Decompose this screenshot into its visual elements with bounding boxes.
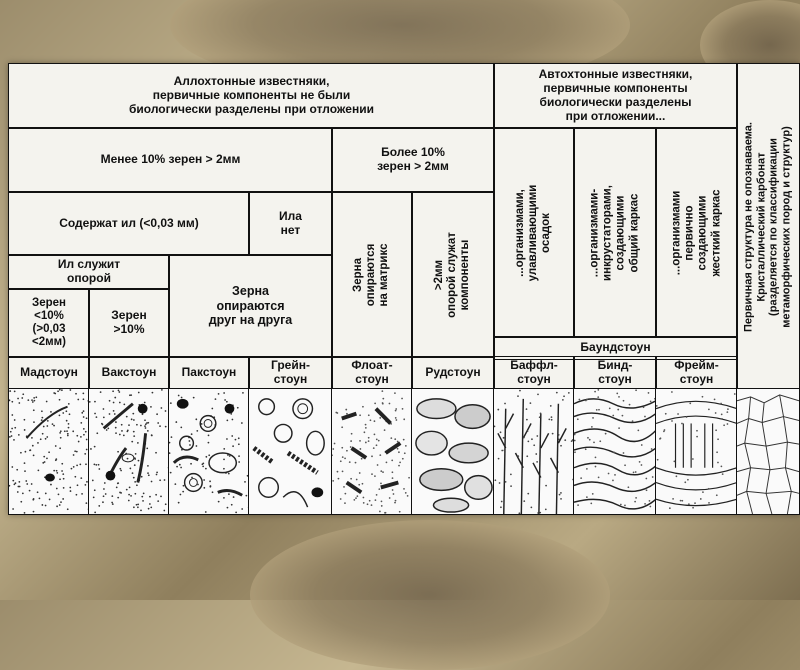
- matrix-supported-text: Зерна опираются на матрикс: [352, 243, 391, 307]
- name-framestone: Фрейм- стоун: [655, 356, 738, 390]
- name-mudstone: Мадстоун: [8, 356, 90, 390]
- texture-bindstone: [573, 388, 657, 515]
- mud-supported-cell: Ил служит опорой: [8, 254, 170, 290]
- matrix-supported-cell: [331, 191, 413, 358]
- texture-crystalline: [736, 388, 800, 515]
- bind-criterion: [573, 127, 657, 338]
- autochthonous-header: Автохтонные известняки, первичные компоненты биологически разделены при отложении...: [493, 63, 738, 129]
- texture-grainstone: [248, 388, 333, 515]
- texture-packstone: [168, 388, 250, 515]
- classification-table: [8, 63, 800, 515]
- grain-supported-cell: Зерна опираются друг на друга: [168, 254, 333, 358]
- texture-floatstone: [331, 388, 413, 515]
- background-tube-bottom: [250, 520, 610, 670]
- texture-mudstone: [8, 388, 90, 515]
- name-grainstone: Грейн- стоун: [248, 356, 333, 390]
- less10-cell: Менее 10% зерен > 2мм: [8, 127, 333, 193]
- texture-rudstone: [411, 388, 495, 515]
- frame-criterion-text: ...организмами первично создающими жесткий каркас: [670, 188, 722, 277]
- baffle-criterion-text: ...организмами, улавливающими осадок: [514, 184, 553, 281]
- name-bindstone: Бинд- стоун: [573, 356, 657, 390]
- name-floatstone: Флоат- стоун: [331, 356, 413, 390]
- grains-lt10-cell: Зерен <10% (>0,03 <2мм): [8, 288, 90, 358]
- baffle-criterion: [493, 127, 575, 338]
- name-rudstone: Рудстоун: [411, 356, 495, 390]
- crystalline-header: [736, 63, 800, 390]
- name-bafflestone: Баффл- стоун: [493, 356, 575, 390]
- boundstone-cell: Баундстоун: [493, 336, 738, 360]
- texture-framestone: [655, 388, 738, 515]
- name-wackestone: Вакстоун: [88, 356, 170, 390]
- grains-gt10-cell: Зерен >10%: [88, 288, 170, 358]
- component-supported-cell: [411, 191, 495, 358]
- name-packstone: Пакстоун: [168, 356, 250, 390]
- texture-bafflestone: [493, 388, 575, 515]
- allochthonous-header: Аллохтонные известняки, первичные компоненты не были биологически разделены при отложении: [8, 63, 495, 129]
- texture-wackestone: [88, 388, 170, 515]
- contains-mud-cell: Содержат ил (<0,03 мм): [8, 191, 250, 256]
- crystalline-header-text: Первичная структура не опознаваема. Кристаллический карбонат (разделяется по классификации метаморфических пород и структур): [742, 121, 793, 332]
- frame-criterion: [655, 127, 738, 338]
- more10-cell: Более 10% зерен > 2мм: [331, 127, 495, 193]
- no-mud-cell: Ила нет: [248, 191, 333, 256]
- component-supported-text: >2мм опорой служат компоненты: [433, 231, 472, 318]
- bind-criterion-text: ...организмами- инкрустаторами, создающими общий каркас: [588, 184, 641, 281]
